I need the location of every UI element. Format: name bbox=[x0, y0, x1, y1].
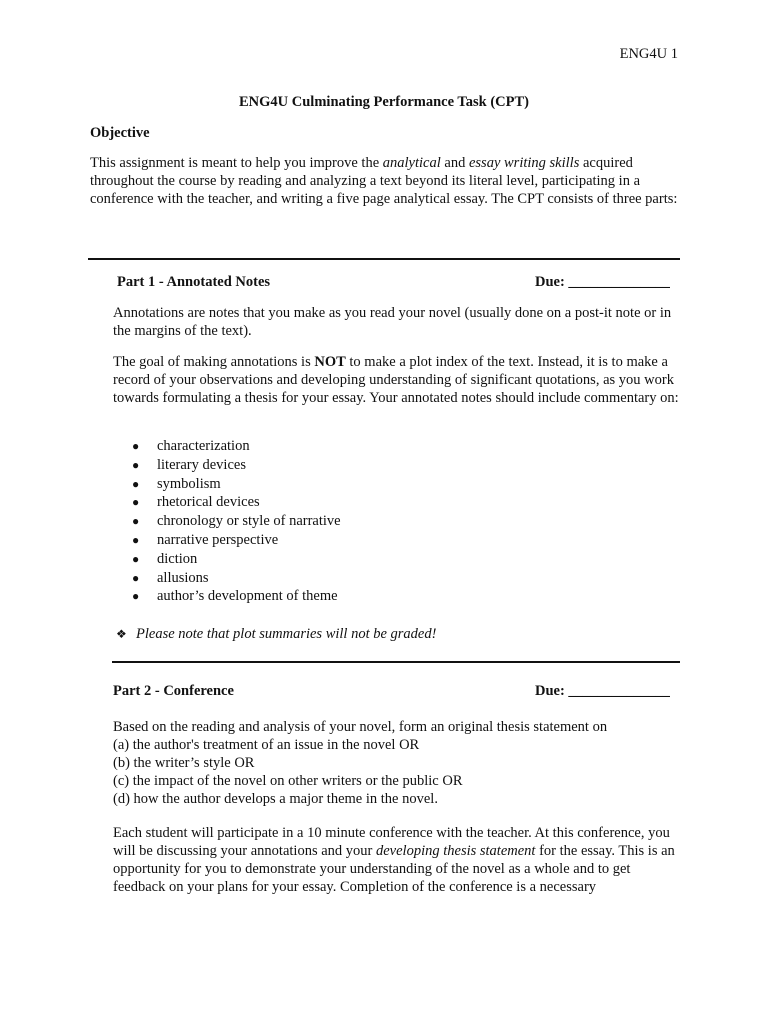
objective-paragraph: This assignment is meant to help you improve the analytical and essay writing skills acquired throughout the course by reading and analyzing a text beyond its literal level, participating in a conference with the teacher, and writing a five page analytical essay. The CPT consists of three parts: bbox=[90, 155, 678, 207]
objective-heading: Objective bbox=[90, 125, 150, 141]
analytical-emphasis: analytical bbox=[382, 155, 441, 171]
document-title: ENG4U Culminating Performance Task (CPT) bbox=[239, 94, 529, 110]
bullet-icon: ● bbox=[132, 439, 140, 453]
part2-options-block bbox=[113, 718, 681, 808]
list-item: ● diction bbox=[132, 550, 198, 567]
part1-paragraph-2: The goal of making annotations is NOT to make a plot index of the text. Instead, it is to make a record of your observations and developing understanding of significant quotations, as you work towards formulating a thesis for your essay. Your annotated notes should include commentary on: bbox=[113, 354, 679, 406]
bullet-icon: ● bbox=[132, 476, 140, 491]
plot-summary-note: ❖ Please note that plot summaries will not be graded! bbox=[116, 626, 437, 642]
bullet-icon: ● bbox=[132, 514, 140, 529]
divider-rule-2 bbox=[112, 661, 680, 663]
list-item: ● rhetorical devices bbox=[132, 494, 260, 511]
part1-due-date: Due: ______________ bbox=[535, 274, 670, 290]
list-item: ● chronology or style of narrative bbox=[132, 513, 341, 530]
part2-heading: Part 2 - Conference bbox=[113, 683, 234, 699]
page-header-code: ENG4U 1 bbox=[619, 46, 678, 62]
divider-rule-1 bbox=[88, 258, 680, 260]
list-item: ● symbolism bbox=[132, 475, 221, 492]
part1-heading: Part 1 - Annotated Notes bbox=[117, 274, 271, 290]
thesis-option-b: (b) the writer’s style OR bbox=[113, 755, 255, 771]
bullet-icon: ● bbox=[132, 570, 140, 585]
thesis-option-c: (c) the impact of the novel on other writers or the public OR bbox=[113, 773, 463, 789]
part2-intro: Based on the reading and analysis of your novel, form an original thesis statement on bbox=[113, 719, 608, 735]
list-item: ● narrative perspective bbox=[132, 531, 279, 548]
list-item: ● allusions bbox=[132, 569, 209, 586]
diamond-bullet-icon: ❖ bbox=[116, 627, 127, 641]
part1-paragraph-1: Annotations are notes that you make as you read your novel (usually done on a post-it note or in the margins of the text). bbox=[113, 305, 672, 339]
bullet-icon: ● bbox=[132, 589, 140, 604]
list-item: ● author’s development of theme bbox=[132, 588, 338, 605]
essay-skills-emphasis: essay writing skills bbox=[468, 155, 580, 171]
bullet-icon: ● bbox=[132, 551, 140, 566]
thesis-option-d: (d) how the author develops a major theme in the novel. bbox=[113, 791, 438, 807]
bullet-icon: ● bbox=[132, 457, 140, 472]
thesis-emphasis: developing thesis statement bbox=[375, 843, 536, 859]
list-item: ● literary devices bbox=[132, 456, 246, 473]
bullet-icon: ● bbox=[132, 495, 140, 510]
part2-conference-paragraph: Each student will participate in a 10 minute conference with the teacher. At this conference, you will be discussing your annotations and your developing thesis statement for the essay. This is an opportunity for you to demonstrate your understanding of the novel as a whole and to get feedback on your plans for your essay. Completion of the conference is a necessary bbox=[113, 825, 675, 895]
annotation-topics-list bbox=[113, 437, 673, 606]
thesis-option-a: (a) the author's treatment of an issue in the novel OR bbox=[113, 737, 420, 753]
bullet-icon: ● bbox=[132, 532, 140, 547]
list-item: ● characterization bbox=[132, 438, 250, 454]
part2-due-date: Due: ______________ bbox=[535, 683, 670, 699]
not-emphasis: NOT bbox=[314, 354, 346, 370]
